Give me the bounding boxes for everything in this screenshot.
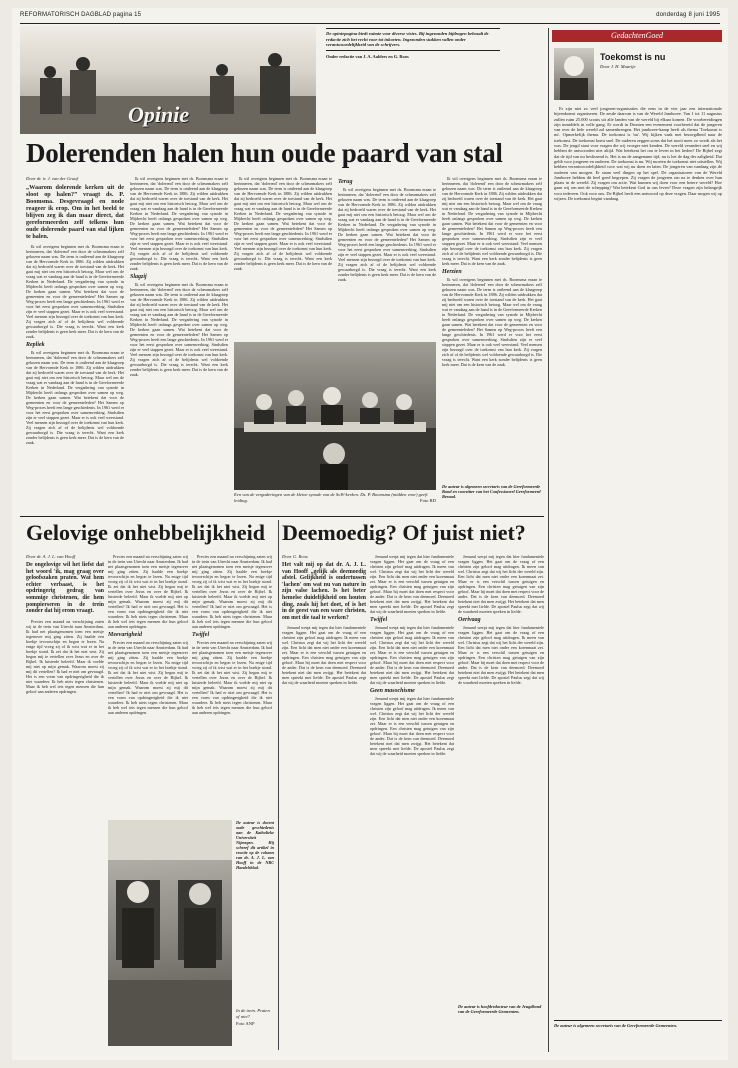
left-body-3: Precies een maand na verschijning zaten wij in de trein van Utrecht naar Amsterdam. Ik had net plaatsgenomen toen een meisje tegenover mij ging zitten. Zij haalde een boekje tevoorschijn en begon te lezen. Na enige tijd vroeg zij of ik wist wat er in het boekje stond. Ik zei dat ik het niet wist. Zij begon mij te vertellen over Jezus en over de Bijbel. Ik luisterde beleefd. Maar ik voelde mij niet op mijn gemak. Waarom moest zij mij dit vertellen? Ik had er niet om gevraagd. Het is een vorm van opdringerigheid die ik niet waardeer. Ik heb niets tegen christenen. Maar ik heb wel iets tegen mensen die hun geloof aan anderen opdringen. [192,554,272,629]
main-body-5: Ik wil overigens beginnen met ds. Boomsma eraan te herinneren, dat 'dolerend' een door de scheurmakers zelf gekozen naam was. De term is ontleend aan de klaagroep van de Hervormde Kerk in 1886. Zij wilden uitdrukken dat zij bedroefd waren over de toestand van de kerk. Het gaat mij niet om een historisch betoog. Maar wel om de vraag wat er vandaag aan de hand is in de Gereformeerde Kerken in Nederland. De vergadering van synode in Mijdrecht heeft onlangs gesproken over samen op weg. De kerken gaan samen. Wat betekent dat voor de gemeenten en voor de gemeenteleden? Het Samen op Weg-proces heeft een lange geschiedenis. In 1961 werd er voor het eerst gesproken over samenwerking. Sindsdien zijn er veel stappen gezet. Maar er is ook veel weerstand. Veel mensen zijn bezorgd over de toekomst van hun kerk. Zij vragen zich af of de belijdenis wel voldoende gewaarborgd is. Die vraag is terecht. Want een kerk zonder belijdenis is geen kerk meer. Dat is de kern van de zaak. [442,176,542,266]
train-photo-credit: Foto ANP [236,1021,255,1026]
main-subhead-herzien: Herzien [442,269,462,275]
left-col-2 [108,554,188,814]
left-body-2: Precies een maand na verschijning zaten wij in de trein van Utrecht naar Amsterdam. Ik had net plaatsgenomen toen een meisje tegenover mij ging zitten. Zij haalde een boekje tevoorschijn en begon te lezen. Na enige tijd vroeg zij of ik wist wat er in het boekje stond. Ik zei dat ik het niet wist. Zij begon mij te vertellen over Jezus en over de Bijbel. Ik luisterde beleefd. Maar ik voelde mij niet op mijn gemak. Waarom moest zij mij dit vertellen? Ik had er niet om gevraagd. Het is een vorm van opdringerigheid die ik niet waardeer. Ik heb niets tegen christenen. Maar ik heb wel iets tegen mensen die hun geloof aan anderen opdringen. [108,554,188,629]
header-date: donderdag 8 juni 1995 [656,12,720,18]
main-col-1 [26,176,124,506]
main-body-5b: Ik wil overigens beginnen met ds. Boomsma eraan te herinneren, dat 'dolerend' een door de scheurmakers zelf gekozen naam was. De term is ontleend aan de klaagroep van de Hervormde Kerk in 1886. Zij wilden uitdrukken dat zij bedroefd waren over de toestand van de kerk. Het gaat mij niet om een historisch betoog. Maar wel om de vraag wat er vandaag aan de hand is in de Gereformeerde Kerken in Nederland. De vergadering van synode in Mijdrecht heeft onlangs gesproken over samen op weg. De kerken gaan samen. Wat betekent dat voor de gemeenten en voor de gemeenteleden? Het Samen op Weg-proces heeft een lange geschiedenis. In 1961 werd er voor het eerst gesproken over samenwerking. Sindsdien zijn er veel stappen gezet. Maar er is ook veel weerstand. Veel mensen zijn bezorgd over de toekomst van hun kerk. Zij vragen zich af of de belijdenis wel voldoende gewaarborgd is. Die vraag is terecht. Want een kerk zonder belijdenis is geen kerk meer. Dat is de kern van de zaak. [442,277,542,367]
main-body-2b: Ik wil overigens beginnen met ds. Boomsma eraan te herinneren, dat 'dolerend' een door de scheurmakers zelf gekozen naam was. De term is ontleend aan de klaagroep van de Hervormde Kerk in 1886. Zij wilden uitdrukken dat zij bedroefd waren over de toestand van de kerk. Het gaat mij niet om een historisch betoog. Maar wel om de vraag wat er vandaag aan de hand is in de Gereformeerde Kerken in Nederland. De vergadering van synode in Mijdrecht heeft onlangs gesproken over samen op weg. De kerken gaan samen. Wat betekent dat voor de gemeenten en voor de gemeenteleden? Het Samen op Weg-proces heeft een lange geschiedenis. In 1961 werd er voor het eerst gesproken over samenwerking. Sindsdien zijn er veel stappen gezet. Maar er is ook veel weerstand. Veel mensen zijn bezorgd over de toekomst van hun kerk. Zij vragen zich af of de belijdenis wel voldoende gewaarborgd is. Die vraag is terecht. Want een kerk zonder belijdenis is geen kerk meer. Dat is de kern van de zaak. [130,282,228,377]
right-lead: Het valt mij op dat dr. A. J. L. van Hooff „gelijk als deemoedig afstel. Gelijkheid is ondertussen 'lachen' om wat nu van nature in zijn valse lachen. Is het beter hemelse duidelijkheid om houten ding, zoals hij het doet, of is het in de geest van een ware christen, om met die taal te werken? [282,562,366,621]
train-photo [108,820,232,1046]
main-col-4 [338,176,436,336]
left-author-note: De auteur is docent oude geschiedenis aan de Katholieke Universiteit Nijmegen. Hij schreef dit artikel in reactie op de column van dr. A. J. L. van Hooff in de NRC Handelsblad. [236,820,274,870]
left-subhead-meevarigheid: Meevarigheid [108,632,142,638]
main-lead: „Waarom dolerende kerken uit de sloot op halen?” vraagt ds. P. Boomsma. Desgevraagd en node reageer ik erop. Om in het beeld te blijven zeg ik dan maar direct, dat gereformeerden zelf telkens hun oude dolerende paard van stal lijken te halen. [26,184,124,240]
photo-credit: Foto RD [420,497,436,503]
main-body-1: Ik wil overigens beginnen met ds. Boomsma eraan te herinneren, dat 'dolerend' een door de scheurmakers zelf gekozen naam was. De term is ontleend aan de klaagroep van de Hervormde Kerk in 1886. Zij wilden uitdrukken dat zij bedroefd waren over de toestand van de kerk. Het gaat mij niet om een historisch betoog. Maar wel om de vraag wat er vandaag aan de hand is in de Gereformeerde Kerken in Nederland. De vergadering van synode in Mijdrecht heeft onlangs gesproken over samen op weg. De kerken gaan samen. Wat betekent dat voor de gemeenten en voor de gemeenteleden? Het Samen op Weg-proces heeft een lange geschiedenis. In 1961 werd er voor het eerst gesproken over samenwerking. Sindsdien zijn er veel stappen gezet. Maar er is ook veel weerstand. Veel mensen zijn bezorgd over de toekomst van hun kerk. Zij vragen zich af of de belijdenis wel voldoende gewaarborgd is. Die vraag is terecht. Want een kerk zonder belijdenis is geen kerk meer. Dat is de kern van de zaak. [26,244,124,339]
synod-photo-scene [234,342,436,490]
left-body-3b: Precies een maand na verschijning zaten wij in de trein van Utrecht naar Amsterdam. Ik had net plaatsgenomen toen een meisje tegenover mij ging zitten. Zij haalde een boekje tevoorschijn en begon te lezen. Na enige tijd vroeg zij of ik wist wat er in het boekje stond. Ik zei dat ik het niet wist. Zij begon mij te vertellen over Jezus en over de Bijbel. Ik luisterde beleefd. Maar ik voelde mij niet op mijn gemak. Waarom moest zij mij dit vertellen? Ik had er niet om gevraagd. Het is een vorm van opdringerigheid die ik niet waardeer. Ik heb niets tegen christenen. Maar ik heb wel iets tegen mensen die hun geloof aan anderen opdringen. [192,640,272,715]
header-rule [20,23,720,24]
right-body-1: Jemand werpt mij tegen dat hier fundamentele vragen liggen. Het gaat om de vraag of een christen zijn geloof mag uitdragen. Ik meen van wel. Christus zegt dat wij het licht der wereld zijn. Een licht dat men niet onder een korenmaat zet. Maar er is een verschil tussen getuigen en opdringen. Een christen mag getuigen van zijn geloof. Maar hij moet dat doen met respect voor de ander. Dat is de kern van deemoed. Deemoed betekent niet dat men zwijgt. Het betekent dat men spreekt met liefde. De apostel Paulus zegt dat wij de waarheid moeten spreken in liefde. [282,625,366,686]
left-lead: De ongelovige wil het liefst dat het woord 'ik, mag graag over geloofszaken praten. Wat hem echter verbaast, is het opdringerig gedrag van sommige christenen, die hem pompierseren in de trein zonder dat hij erom vraagt. [26,562,104,615]
opinie-title: Opinie [128,102,190,127]
right-body-2: Jemand werpt mij tegen dat hier fundamentele vragen liggen. Het gaat om de vraag of een christen zijn geloof mag uitdragen. Ik meen van wel. Christus zegt dat wij het licht der wereld zijn. Een licht dat men niet onder een korenmaat zet. Maar er is een verschil tussen getuigen en opdringen. Een christen mag getuigen van zijn geloof. Maar hij moet dat doen met respect voor de ander. Dat is de kern van deemoed. Deemoed betekent niet dat men zwijgt. Het betekent dat men spreekt met liefde. De apostel Paulus zegt dat wij de waarheid moeten spreken in liefde. [370,554,454,614]
left-headline: Gelovige onhebbelijkheid [26,520,265,545]
page-header [20,12,720,22]
newspaper-page [12,8,728,1060]
train-photo-caption [236,1008,274,1027]
right-body-3: Jemand werpt mij tegen dat hier fundamentele vragen liggen. Het gaat om de vraag of een christen zijn geloof mag uitdragen. Ik meen van wel. Christus zegt dat wij het licht der wereld zijn. Een licht dat men niet onder een korenmaat zet. Maar er is een verschil tussen getuigen en opdringen. Een christen mag getuigen van zijn geloof. Maar hij moet dat doen met respect voor de ander. Dat is de kern van deemoed. Deemoed betekent niet dat men zwijgt. Het betekent dat men spreekt met liefde. De apostel Paulus zegt dat wij de waarheid moeten spreken in liefde. [458,554,544,614]
left-body-1: Precies een maand na verschijning zaten wij in de trein van Utrecht naar Amsterdam. Ik had net plaatsgenomen toen een meisje tegenover mij ging zitten. Zij haalde een boekje tevoorschijn en begon te lezen. Na enige tijd vroeg zij of ik wist wat er in het boekje stond. Ik zei dat ik het niet wist. Zij begon mij te vertellen over Jezus en over de Bijbel. Ik luisterde beleefd. Maar ik voelde mij niet op mijn gemak. Waarom moest zij mij dit vertellen? Ik had er niet om gevraagd. Het is een vorm van opdringerigheid die ik niet waardeer. Ik heb niets tegen christenen. Maar ik heb wel iets tegen mensen die hun geloof aan anderen opdringen. [26,618,104,694]
main-body-3: Ik wil overigens beginnen met ds. Boomsma eraan te herinneren, dat 'dolerend' een door de scheurmakers zelf gekozen naam was. De term is ontleend aan de klaagroep van de Hervormde Kerk in 1886. Zij wilden uitdrukken dat zij bedroefd waren over de toestand van de kerk. Het gaat mij niet om een historisch betoog. Maar wel om de vraag wat er vandaag aan de hand is in de Gereformeerde Kerken in Nederland. De vergadering van synode in Mijdrecht heeft onlangs gesproken over samen op weg. De kerken gaan samen. Wat betekent dat voor de gemeenten en voor de gemeenteleden? Het Samen op Weg-proces heeft een lange geschiedenis. In 1961 werd er voor het eerst gesproken over samenwerking. Sindsdien zijn er veel stappen gezet. Maar er is ook veel weerstand. Veel mensen zijn bezorgd over de toekomst van hun kerk. Zij vragen zich af of de belijdenis wel voldoende gewaarborgd is. Die vraag is terecht. Want een kerk zonder belijdenis is geen kerk meer. Dat is de kern van de zaak. [234,176,332,271]
sidebar-text: Er zijn niet zo veel jongeren-organisaties die eens in de vier jaar een internationale bijeenkomst organiseren. De zesde daarvan is van de Wereld Jamboree. Van 1 tot 11 augustus zullen ruim 25.000 scouts uit alle landen van de wereld bij elkaar komen. De voorbereidingen zijn inmiddels in volle gang. Er wordt in Dronten een evenement voorbereid dat de jongeren van over de hele wereld zal samenbrengen. Het jamboree-kamp heeft als thema 'Toekomst is nu'. Opmerkelijk thema. De toekomst is 'nu'. Wij kijken vaak met bezorgdheid naar de toekomst. De toekomst komt snel. De ouderen zeggen soms dat het nooit meer zo wordt als het was. De jeugd staat voor vragen die wij vroeger niet kenden. De wereld verandert snel en wij hebben de antwoorden niet altijd. Wat betekent het om te leven in het heden? De Bijbel zegt dat de tijd van nu beslissend is. Het is nu de aangename tijd, nu is het de dag der zaligheid. Dat geldt voor jongeren en ouderen. De toekomst is nu. Wij moeten de toekomst niet uitstellen. Wij hebben verantwoordelijkheid voor wat wij nu doen en laten. De jongeren van vandaag zijn de ouderen van morgen. Er staan veel dingen op het spel. De organisatoren van de Wereld Jamboree hebben dit heel goed begrepen. Zij vragen de jongeren om na te denken over hun plaats in de wereld. Zij vragen om actie. Wat kunnen wij doen voor een betere wereld? Hoe gaan wij om met de schepping? Wat betekent God in ons leven? Deze vragen zijn belangrijk voor iedereen. Ook voor ons. De Bijbel heeft een antwoord op deze vragen. Daar mogen wij op wijzen. De toekomst begint vandaag. [554,106,722,202]
portrait-icon [554,48,594,100]
sidebar-author-photo [554,48,594,100]
left-subhead-twijfel: Twijfel [192,632,210,638]
right-body-3b: Jemand werpt mij tegen dat hier fundamentele vragen liggen. Het gaat om de vraag of een christen zijn geloof mag uitdragen. Ik meen van wel. Christus zegt dat wij het licht der wereld zijn. Een licht dat men niet onder een korenmaat zet. Maar er is een verschil tussen getuigen en opdringen. Een christen mag getuigen van zijn geloof. Maar hij moet dat doen met respect voor de ander. Dat is de kern van deemoed. Deemoed betekent niet dat men zwijgt. Het betekent dat men spreekt met liefde. De apostel Paulus zegt dat wij de waarheid moeten spreken in liefde. [458,625,544,685]
main-body-2: Ik wil overigens beginnen met ds. Boomsma eraan te herinneren, dat 'dolerend' een door de scheurmakers zelf gekozen naam was. De term is ontleend aan de klaagroep van de Hervormde Kerk in 1886. Zij wilden uitdrukken dat zij bedroefd waren over de toestand van de kerk. Het gaat mij niet om een historisch betoog. Maar wel om de vraag wat er vandaag aan de hand is in de Gereformeerde Kerken in Nederland. De vergadering van synode in Mijdrecht heeft onlangs gesproken over samen op weg. De kerken gaan samen. Wat betekent dat voor de gemeenten en voor de gemeenteleden? Het Samen op Weg-proces heeft een lange geschiedenis. In 1961 werd er voor het eerst gesproken over samenwerking. Sindsdien zijn er veel stappen gezet. Maar er is ook veel weerstand. Veel mensen zijn bezorgd over de toekomst van hun kerk. Zij vragen zich af of de belijdenis wel voldoende gewaarborgd is. Die vraag is terecht. Want een kerk zonder belijdenis is geen kerk meer. Dat is de kern van de zaak. [130,176,228,271]
left-byline: Door dr. A. J. L. van Hooff [26,554,76,559]
sidebar-divider [548,28,549,1052]
right-body-2c: Jemand werpt mij tegen dat hier fundamentele vragen liggen. Het gaat om de vraag of een christen zijn geloof mag uitdragen. Ik meen van wel. Christus zegt dat wij het licht der wereld zijn. Een licht dat men niet onder een korenmaat zet. Maar er is een verschil tussen getuigen en opdringen. Een christen mag getuigen van zijn geloof. Maar hij moet dat doen met respect voor de ander. Dat is de kern van deemoed. Deemoed betekent niet dat men zwijgt. Het betekent dat men spreekt met liefde. De apostel Paulus zegt dat wij de waarheid moeten spreken in liefde. [370,696,454,756]
synod-photo-caption [234,492,436,503]
right-subhead-oervraag: Oerivaag [458,617,481,623]
left-col-1 [26,554,104,1044]
sidebar-brand: GedachtenGoed [552,30,722,42]
main-headline: Dolerenden halen hun oude paard van stal [26,138,503,168]
main-subhead-terug: Terug [338,179,353,185]
main-author-note: De auteur is algemeen secretaris van de Gereformeerde Bond en voorzitter van het Confessioneel Gereformeerd Beraad. [442,484,541,500]
left-body-2b: Precies een maand na verschijning zaten wij in de trein van Utrecht naar Amsterdam. Ik had net plaatsgenomen toen een meisje tegenover mij ging zitten. Zij haalde een boekje tevoorschijn en begon te lezen. Na enige tijd vroeg zij of ik wist wat er in het boekje stond. Ik zei dat ik het niet wist. Zij begon mij te vertellen over Jezus en over de Bijbel. Ik luisterde beleefd. Maar ik voelde mij niet op mijn gemak. Waarom moest zij mij dit vertellen? Ik had er niet om gevraagd. Het is een vorm van opdringerigheid die ik niet waardeer. Ik heb niets tegen christenen. Maar ik heb wel iets tegen mensen die hun geloof aan anderen opdringen. [108,640,188,715]
left-col-3 [192,554,272,814]
right-subhead-masochisme: Geen masochisme [370,688,415,694]
right-col-1 [282,554,366,1044]
main-subhead-repliek: Repliek [26,342,45,348]
right-body-2b: Jemand werpt mij tegen dat hier fundamentele vragen liggen. Het gaat om de vraag of een christen zijn geloof mag uitdragen. Ik meen van wel. Christus zegt dat wij het licht der wereld zijn. Een licht dat men niet onder een korenmaat zet. Maar er is een verschil tussen getuigen en opdringen. Een christen mag getuigen van zijn geloof. Maar hij moet dat doen met respect voor de ander. Dat is de kern van deemoed. Deemoed betekent niet dat men zwijgt. Het betekent dat men spreekt met liefde. De apostel Paulus zegt dat wij de waarheid moeten spreken in liefde. [370,625,454,685]
main-byline: Door dr. ir. J. van der Graaf [26,176,78,181]
section-rule [20,516,544,517]
right-col-3 [458,554,544,994]
sidebar-title: Toekomst is nu [600,52,666,62]
opinie-banner [20,26,316,134]
header-paper-name: REFORMATORISCH DAGBLAD pagina 15 [20,12,142,18]
editorial-note: De opiniepagina biedt ruimte voor diverse visies. Bij ingezonden bijdragen behoudt de redactie zich het recht voor tot inkorten. Ingezonden stukken vallen onder verantwoordelijkheid van de schrijvers. [326,28,500,51]
train-caption-text: In de trein. Praten of niet? [236,1008,270,1019]
right-author-note: De auteur is hoofdredacteur van de Jeugdbond van de Gereformeerde Gemeenten. [458,1004,542,1015]
right-col-2 [370,554,454,1044]
synod-photo [234,342,436,490]
train-photo-scene [108,820,232,1046]
right-headline: Deemoedig? Of juist niet? [282,520,526,545]
main-subhead-slagzij: Slagzij [130,274,147,280]
sidebar-body [554,106,722,1018]
main-col-2 [130,176,228,506]
caption-text: Een van de vergaderingen van de kleine synode van de SoW-kerken. Ds. P. Boomsma (midden voor) geeft leiding. [234,492,428,503]
right-subhead-twijfel: Twijfel [370,617,388,623]
right-byline: Door G. Roos [282,554,308,559]
editorial-note-box [326,28,500,128]
article-divider [278,520,279,1050]
sidebar-credit: De auteur is algemeen secretaris van de Gereformeerde Gemeenten. [554,1020,722,1028]
editorial-credit: Onder redactie van J. A. Aalders en G. Roos [326,53,409,59]
main-col-3 [234,176,332,336]
sidebar-author: Door J. H. Maartje [600,64,636,69]
main-body-1b: Ik wil overigens beginnen met ds. Boomsma eraan te herinneren, dat 'dolerend' een door de scheurmakers zelf gekozen naam was. De term is ontleend aan de klaagroep van de Hervormde Kerk in 1886. Zij wilden uitdrukken dat zij bedroefd waren over de toestand van de kerk. Het gaat mij niet om een historisch betoog. Maar wel om de vraag wat er vandaag aan de hand is in de Gereformeerde Kerken in Nederland. De vergadering van synode in Mijdrecht heeft onlangs gesproken over samen op weg. De kerken gaan samen. Wat betekent dat voor de gemeenten en voor de gemeenteleden? Het Samen op Weg-proces heeft een lange geschiedenis. In 1961 werd er voor het eerst gesproken over samenwerking. Sindsdien zijn er veel stappen gezet. Maar er is ook veel weerstand. Veel mensen zijn bezorgd over de toekomst van hun kerk. Zij vragen zich af of de belijdenis wel voldoende gewaarborgd is. Die vraag is terecht. Want een kerk zonder belijdenis is geen kerk meer. Dat is de kern van de zaak. [26,350,124,445]
main-body-4: Ik wil overigens beginnen met ds. Boomsma eraan te herinneren, dat 'dolerend' een door de scheurmakers zelf gekozen naam was. De term is ontleend aan de klaagroep van de Hervormde Kerk in 1886. Zij wilden uitdrukken dat zij bedroefd waren over de toestand van de kerk. Het gaat mij niet om een historisch betoog. Maar wel om de vraag wat er vandaag aan de hand is in de Gereformeerde Kerken in Nederland. De vergadering van synode in Mijdrecht heeft onlangs gesproken over samen op weg. De kerken gaan samen. Wat betekent dat voor de gemeenten en voor de gemeenteleden? Het Samen op Weg-proces heeft een lange geschiedenis. In 1961 werd er voor het eerst gesproken over samenwerking. Sindsdien zijn er veel stappen gezet. Maar er is ook veel weerstand. Veel mensen zijn bezorgd over de toekomst van hun kerk. Zij vragen zich af of de belijdenis wel voldoende gewaarborgd is. Die vraag is terecht. Want een kerk zonder belijdenis is geen kerk meer. Dat is de kern van de zaak. [338,187,436,282]
main-col-5 [442,176,542,476]
